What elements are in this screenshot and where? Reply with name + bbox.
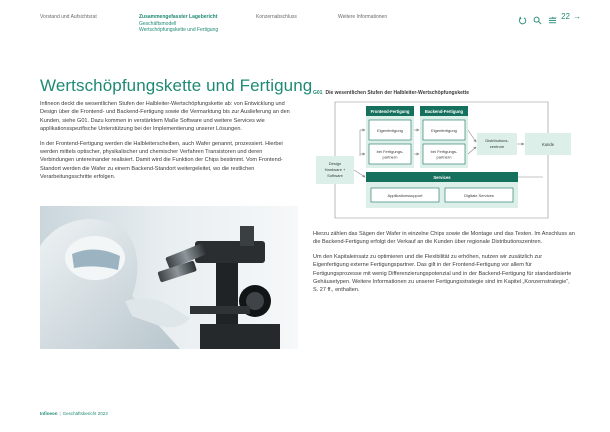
distribution-line2: zentrum xyxy=(489,144,505,149)
search-icon[interactable] xyxy=(533,12,542,21)
nav-item-weitere-informationen[interactable]: Weitere Informationen xyxy=(338,14,388,20)
backend-partner-line1: bei Fertigungs- xyxy=(430,149,458,154)
footer-brand: Infineon xyxy=(40,411,58,416)
intro-paragraph-2: In der Frontend-Fertigung werden die Halbleiterscheiben, auch Wafer genannt, prozessiert. Hierbei werden mittels optischer, physikalischer und chemischer Verfahren Transistoren und deren Verbindungen untereinander realisiert. Damit wird die Funktion der Chips bestimmt. Vom Frontend-Standort werden die Wafer zu einem Backend-Standort weitergeleitet, wo die restlichen Verarbeitungsschritte erfolgen. xyxy=(40,140,283,181)
value-chain-diagram xyxy=(313,100,575,224)
footer-report-title: Geschäftsbericht 2023 xyxy=(62,411,108,416)
backend-partner-line2: partnern xyxy=(436,154,452,160)
frontend-eigenfertigung: Eigenfertigung xyxy=(377,128,403,133)
frontend-partner-line1: bei Fertigungs- xyxy=(376,149,404,154)
continuation-paragraph-2: Um den Kapitaleinsatz zu optimieren und die Flexibilität zu erhöhen, nutzen wir zusätzlich zur Eigenfertigung externe Fertigungspartner. Das gilt in der Frontend-Fertigung vor allem für Fertigungsprozesse mit wenig Differenzierungspotenzial und in der Backend-Fertigung für standardisierte Gehäusetypen. Weitere Informationen zu unserer Fertigungsstrategie sind im Kapitel „Konzernstrategie“, S. 27 ff., enthalten. xyxy=(313,253,572,294)
nav-active-title[interactable]: Zusammengefasster Lagebericht xyxy=(139,14,218,20)
frontend-partner-line2: partnern xyxy=(382,154,398,160)
back-icon[interactable] xyxy=(518,12,527,21)
nav-item-lagebericht[interactable] xyxy=(139,14,218,34)
prev-page-arrow-icon[interactable]: ← xyxy=(550,12,559,21)
nav-item-konzernabschluss[interactable]: Konzernabschluss xyxy=(256,14,297,20)
design-software-label: Software xyxy=(327,173,343,178)
footer-separator: | xyxy=(59,411,61,416)
backend-header: Backend-Fertigung xyxy=(424,109,464,114)
continuation-paragraph-1: Hierzu zählen das Sägen der Wafer in einzelne Chips sowie die Montage und das Testen. Im Anschluss an die Backend-Fertigung erfolgt der Verkauf an die Kunden über regionale Distributionszentren. xyxy=(313,231,575,246)
nav-active-sub-wertschoepfung[interactable]: Wertschöpfungskette und Fertigung xyxy=(139,27,219,34)
applikationssupport-label: Applikationssupport xyxy=(387,193,423,198)
figure-caption: Die wesentlichen Stufen der Halbleiter-Wertschöpfungskette xyxy=(325,90,470,96)
intro-text xyxy=(40,100,298,188)
frontend-header: Frontend-Fertigung xyxy=(370,109,410,114)
nav-active-sub-geschaeftsmodell[interactable]: Geschäftsmodell xyxy=(139,20,177,27)
figure-heading xyxy=(313,90,469,96)
continuation-text xyxy=(313,230,575,301)
backend-eigenfertigung: Eigenfertigung xyxy=(431,128,457,133)
pager xyxy=(547,12,584,21)
nav-item-vorstand[interactable]: Vorstand und Aufsichtsrat xyxy=(40,14,97,20)
footer xyxy=(40,411,108,416)
lab-microscope-photo xyxy=(40,206,298,349)
page-number: 22 xyxy=(561,12,570,21)
design-hardware-label: Hardware + xyxy=(324,167,346,172)
kunde-label: Kunde xyxy=(541,142,555,147)
page-title: Wertschöpfungskette und Fertigung xyxy=(40,76,313,95)
intro-paragraph-1: Infineon deckt die wesentlichen Stufen der Halbleiter-Wertschöpfungskette ab: von Entwicklung und Design über die Frontend- und Backend-Fertigung sowie die Vermarktung bis zur Auslieferung an den Kunden, siehe G01. Dazu kommen in verstärktem Maße Software und weitere Services wie applikationsspezifische Unterstützung bei der Implementierung unserer Lösungen. xyxy=(40,101,290,133)
design-label: Design xyxy=(328,161,342,166)
figure-number: G01 xyxy=(313,90,323,96)
distribution-line1: Distributions- xyxy=(485,138,509,143)
top-navigation xyxy=(0,14,610,44)
digitale-services-label: Digitale Services xyxy=(464,193,494,198)
next-page-arrow-icon[interactable]: → xyxy=(573,12,581,21)
services-label: Services xyxy=(433,175,451,180)
